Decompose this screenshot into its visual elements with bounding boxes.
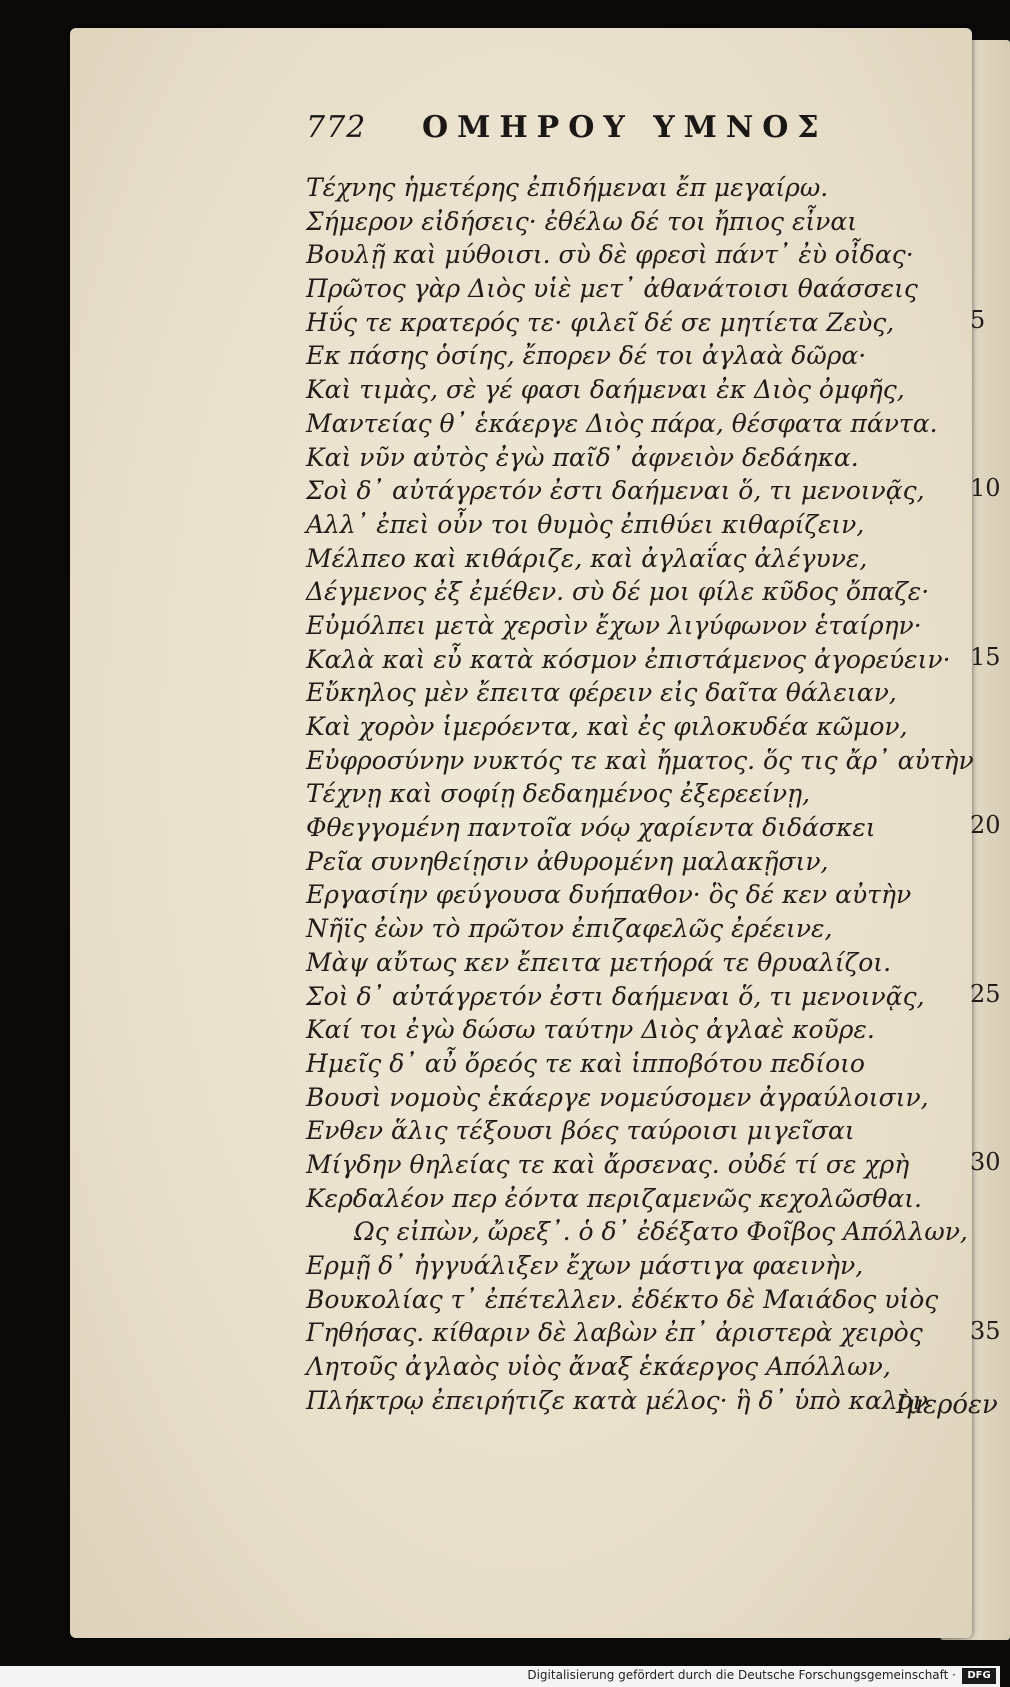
verse-line: Μαντείας θ᾽ ἑκάεργε Διὸς πάρα, θέσφατα πάντα. bbox=[306, 408, 938, 438]
line-number: 35 bbox=[970, 1316, 1001, 1345]
verse-line: Πλήκτρῳ ἐπειρήτιζε κατὰ μέλος· ἣ δ᾽ ὑπὸ καλὸν bbox=[306, 1385, 928, 1415]
verse-line: Σήμερον εἰδήσεις· ἐθέλω δέ τοι ἤπιος εἶναι bbox=[306, 206, 858, 236]
line-number: 30 bbox=[970, 1148, 1001, 1177]
page-number: 772 bbox=[306, 110, 367, 145]
digitization-footer bbox=[0, 1666, 1000, 1687]
line-number: 20 bbox=[970, 811, 1001, 840]
verse-line: Εργασίην φεύγουσα δυήπαθον· ὃς δέ κεν αὐτὴν bbox=[306, 880, 912, 910]
verse-line: Εὐμόλπει μετὰ χερσὶν ἔχων λιγύφωνον ἑταίρην· bbox=[306, 610, 922, 640]
verse-line: Βουσὶ νομοὺς ἑκάεργε νομεύσομεν ἀγραύλοισιν, bbox=[306, 1082, 929, 1112]
verse-line: Φθεγγομένη παντοῖα νόῳ χαρίεντα διδάσκει bbox=[306, 813, 876, 843]
funding-credit: Digitalisierung gefördert durch die Deutsche Forschungsgemeinschaft · bbox=[527, 1668, 956, 1682]
verse-line: Καὶ χορὸν ἱμερόεντα, καὶ ἐς φιλοκυδέα κῶμον, bbox=[306, 712, 908, 741]
verse-line: Ερμῇ δ᾽ ἠγγυάλιξεν ἔχων μάστιγα φαεινὴν, bbox=[306, 1251, 864, 1280]
verse-line: Μὰψ αὔτως κεν ἔπειτα μετήορά τε θρυαλίζοι. bbox=[306, 947, 892, 977]
line-number: 25 bbox=[970, 979, 1001, 1008]
verse-line: Ενθεν ἅλις τέξουσι βόες ταύροισι μιγεῖσαι bbox=[306, 1116, 855, 1146]
line-number: 10 bbox=[970, 474, 1001, 503]
verse-line: Δέγμενος ἐξ ἐμέθεν. σὺ δέ μοι φίλε κῦδος ὄπαζε· bbox=[306, 577, 930, 607]
dfg-logo: DFG bbox=[962, 1668, 996, 1684]
verse-line: Λητοῦς ἀγλαὸς υἱὸς ἄναξ ἑκάεργος Απόλλων, bbox=[306, 1352, 891, 1382]
verse-line: Καὶ τιμὰς, σὲ γέ φασι δαήμεναι ἐκ Διὸς ὀμφῆς, bbox=[306, 375, 905, 405]
verse-line: Πρῶτος γὰρ Διὸς υἱὲ μετ᾽ ἀθανάτοισι θαάσσεις bbox=[306, 274, 918, 304]
verse-line: Μέλπεο καὶ κιθάριζε, καὶ ἀγλαΐας ἀλέγυνε, bbox=[306, 543, 868, 573]
verse-line: Ημεῖς δ᾽ αὖ ὄρεός τε καὶ ἱπποβότου πεδίοιο bbox=[306, 1048, 865, 1078]
verse-line: Βουκολίας τ᾽ ἐπέτελλεν. ἐδέκτο δὲ Μαιάδος υἱὸς bbox=[306, 1284, 939, 1314]
line-number: 5 bbox=[970, 305, 986, 334]
verse-line: Ως εἰπὼν, ὤρεξ᾽. ὁ δ᾽ ἐδέξατο Φοῖβος Απόλλων, bbox=[354, 1217, 968, 1247]
line-number: 15 bbox=[970, 642, 1001, 671]
verse-line: Καί τοι ἐγὼ δώσω ταύτην Διὸς ἀγλαὲ κοῦρε. bbox=[306, 1015, 875, 1045]
verse-line: Μίγδην θηλείας τε καὶ ἄρσενας. οὐδέ τί σε χρὴ bbox=[306, 1149, 910, 1179]
book-page bbox=[70, 28, 1001, 1638]
verse-line: Σοὶ δ᾽ αὐτάγρετόν ἐστι δαήμεναι ὅ, τι μενοινᾷς, bbox=[306, 476, 925, 506]
verse-line: Ρεῖα συνηθείῃσιν ἀθυρομένη μαλακῇσιν, bbox=[306, 846, 829, 876]
verse-line: Γηθήσας. κίθαριν δὲ λαβὼν ἐπ᾽ ἀριστερὰ χειρὸς bbox=[306, 1318, 923, 1348]
verse-line: Νῆϊς ἐὼν τὸ πρῶτον ἐπιζαφελῶς ἐρέεινε, bbox=[306, 914, 833, 944]
verse-line: Ηΰς τε κρατερός τε· φιλεῖ δέ σε μητίετα Ζεὺς, bbox=[306, 307, 895, 337]
page-header bbox=[306, 110, 926, 150]
running-head: ΟΜΗΡΟΥ ΥΜΝΟΣ bbox=[422, 110, 828, 145]
verse-line: Τέχνῃ καὶ σοφίῃ δεδαημένος ἐξερεείνῃ, bbox=[306, 779, 811, 809]
verse-line: Σοὶ δ᾽ αὐτάγρετόν ἐστι δαήμεναι ὅ, τι μενοινᾷς, bbox=[306, 981, 925, 1011]
verse-line: Αλλ᾽ ἐπεὶ οὖν τοι θυμὸς ἐπιθύει κιθαρίζειν, bbox=[306, 509, 865, 539]
verse-line: Εὐφροσύνην νυκτός τε καὶ ἤματος. ὅς τις ἄρ᾽ αὐτὴν bbox=[306, 745, 974, 775]
verse-line: Εὔκηλος μὲν ἔπειτα φέρειν εἰς δαῖτα θάλειαν, bbox=[306, 678, 897, 708]
catchword: Ιμερόεν bbox=[896, 1390, 998, 1420]
verse-line: Εκ πάσης ὁσίης, ἔπορεν δέ τοι ἀγλαὰ δῶρα· bbox=[306, 341, 867, 371]
verse-line: Κερδαλέον περ ἐόντα περιζαμενῶς κεχολῶσθαι. bbox=[306, 1183, 922, 1213]
verse-line: Βουλῇ καὶ μύθοισι. σὺ δὲ φρεσὶ πάντ᾽ ἐὺ οἶδας· bbox=[306, 240, 914, 270]
verse-line: Καλὰ καὶ εὖ κατὰ κόσμον ἐπιστάμενος ἀγορεύειν· bbox=[306, 644, 951, 674]
verse-line: Καὶ νῦν αὐτὸς ἐγὼ παῖδ᾽ ἀφνειὸν δεδάηκα. bbox=[306, 442, 859, 472]
verse-line: Τέχνης ἡμετέρης ἐπιδήμεναι ἔπ μεγαίρω. bbox=[306, 173, 829, 202]
